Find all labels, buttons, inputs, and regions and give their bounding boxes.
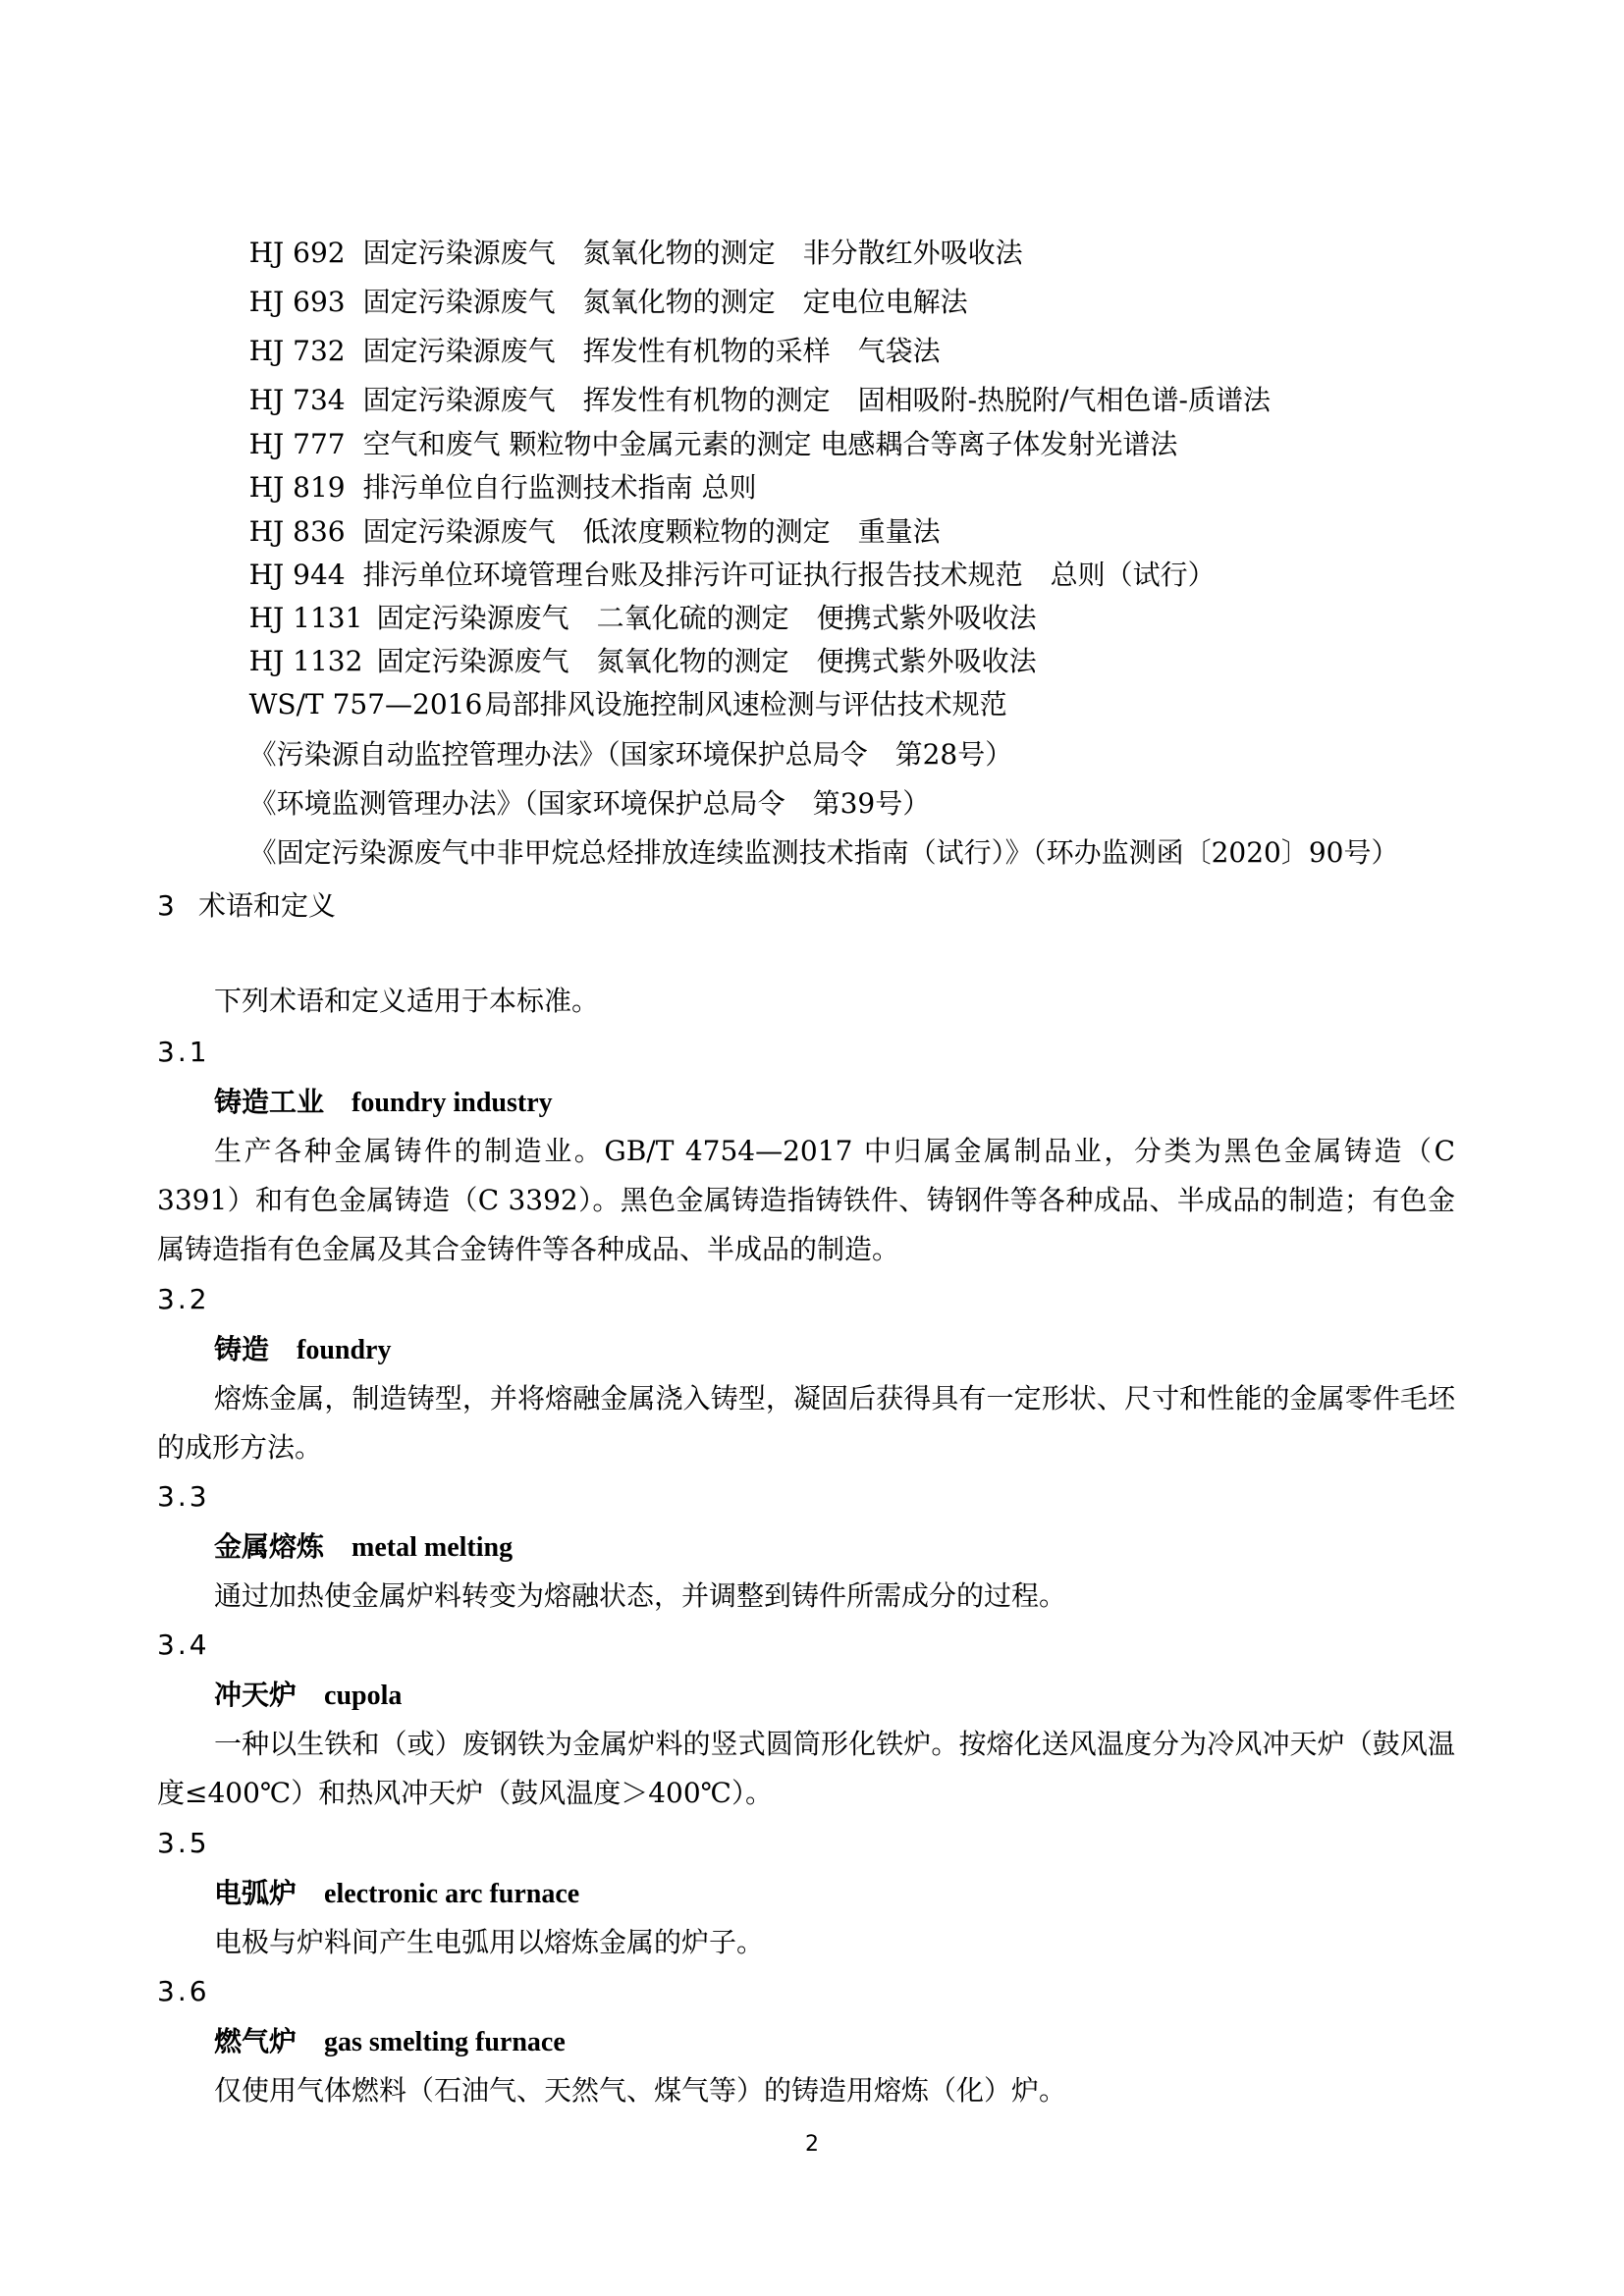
term-en: metal melting: [352, 1532, 514, 1563]
reference-title: 《环境监测管理办法》（国家环境保护总局令 第39号）: [248, 787, 931, 820]
reference-title: 排污单位自行监测技术指南 总则: [362, 471, 757, 504]
reference-title: 局部排风设施控制风速检测与评估技术规范: [484, 688, 1007, 721]
reference-code: WS/T 757—2016: [248, 688, 483, 721]
section-intro: 下列术语和定义适用于本标准。: [214, 985, 600, 1017]
term-number: 3.6: [157, 1975, 210, 2007]
page-number: 2: [805, 2132, 819, 2157]
reference-title: 固定污染源废气 挥发性有机物的测定 固相吸附-热脱附/气相色谱-质谱法: [362, 384, 1271, 416]
term-definition: 通过加热使金属炉料转变为熔融状态，并调整到铸件所需成分的过程。: [214, 1579, 1067, 1612]
term-title: [214, 1530, 513, 1565]
reference-title: 固定污染源废气 低浓度颗粒物的测定 重量法: [362, 515, 941, 548]
section-heading: [157, 889, 336, 923]
reference-item: [214, 803, 1399, 903]
reference-code: HJ 836: [248, 515, 346, 548]
term-definition: 一种以生铁和（或）废钢铁为金属炉料的竖式圆筒形化铁炉。按熔化送风温度分为冷风冲天炉（鼓风温度≤400℃）和热风冲天炉（鼓风温度＞400℃）。: [157, 1728, 1455, 1809]
term-zh: 燃气炉: [214, 2025, 298, 2057]
reference-title: 《污染源自动监控管理办法》（国家环境保护总局令 第28号）: [248, 738, 1013, 771]
term-en: foundry: [297, 1335, 392, 1365]
reference-code: HJ 1132: [248, 645, 363, 677]
reference-title: 排污单位环境管理台账及排污许可证执行报告技术规范 总则（试行）: [362, 559, 1216, 591]
term-definition: 电极与炉料间产生电弧用以熔炼金属的炉子。: [214, 1926, 765, 1958]
reference-code: HJ 734: [248, 384, 346, 416]
term-en: foundry industry: [352, 1088, 553, 1118]
term-zh: 电弧炉: [214, 1877, 298, 1909]
reference-code: HJ 1131: [248, 602, 363, 634]
reference-code: HJ 819: [248, 471, 346, 504]
term-zh: 金属熔炼: [214, 1530, 325, 1563]
term-title: [214, 1333, 391, 1367]
term-definition: 生产各种金属铸件的制造业。GB/T 4754—2017 中归属金属制品业，分类为黑色金属铸造（C 3391）和有色金属铸造（C 3392）。黑色金属铸造指铸铁件、铸钢件等各种成品、半成品的制造；有色金属铸造指有色金属及其合金铸件等各种成品、半成品的制造。: [157, 1135, 1455, 1265]
reference-code: HJ 944: [248, 559, 346, 591]
reference-title: 固定污染源废气 二氧化硫的测定 便携式紫外吸收法: [376, 602, 1037, 634]
term-number: 3.4: [157, 1629, 210, 1661]
term-zh: 冲天炉: [214, 1679, 298, 1711]
term-en: cupola: [324, 1681, 403, 1711]
reference-code: HJ 732: [248, 335, 346, 367]
term-number: 3.1: [157, 1036, 210, 1068]
term-number: 3.2: [157, 1283, 210, 1315]
section-title: 术语和定义: [198, 889, 337, 922]
reference-title: 固定污染源废气 氮氧化物的测定 非分散红外吸收法: [362, 237, 1023, 269]
reference-code: HJ 777: [248, 428, 346, 460]
term-title: [214, 2025, 566, 2059]
term-en: electronic arc furnace: [324, 1879, 580, 1909]
term-title: [214, 1877, 579, 1911]
reference-code: HJ 693: [248, 286, 346, 318]
reference-title: 固定污染源废气 氮氧化物的测定 定电位电解法: [362, 286, 968, 318]
term-en: gas smelting furnace: [324, 2027, 566, 2057]
term-definition: 熔炼金属，制造铸型，并将熔融金属浇入铸型，凝固后获得具有一定形状、尺寸和性能的金属零件毛坯的成形方法。: [157, 1382, 1455, 1464]
term-title: [214, 1679, 402, 1713]
reference-title: 固定污染源废气 氮氧化物的测定 便携式紫外吸收法: [376, 645, 1037, 677]
term-definition: 仅使用气体燃料（石油气、天然气、煤气等）的铸造用熔炼（化）炉。: [214, 2074, 1067, 2107]
section-number: 3: [157, 889, 175, 922]
reference-title: 《固定污染源废气中非甲烷总烃排放连续监测技术指南（试行）》（环办监测函〔2020〕90号）: [248, 836, 1399, 869]
reference-code: HJ 692: [248, 237, 346, 269]
term-zh: 铸造: [214, 1333, 270, 1365]
term-zh: 铸造工业: [214, 1086, 325, 1118]
term-title: [214, 1086, 553, 1120]
term-number: 3.3: [157, 1480, 210, 1513]
term-number: 3.5: [157, 1827, 210, 1859]
reference-title: 固定污染源废气 挥发性有机物的采样 气袋法: [362, 335, 941, 367]
reference-title: 空气和废气 颗粒物中金属元素的测定 电感耦合等离子体发射光谱法: [362, 428, 1178, 460]
